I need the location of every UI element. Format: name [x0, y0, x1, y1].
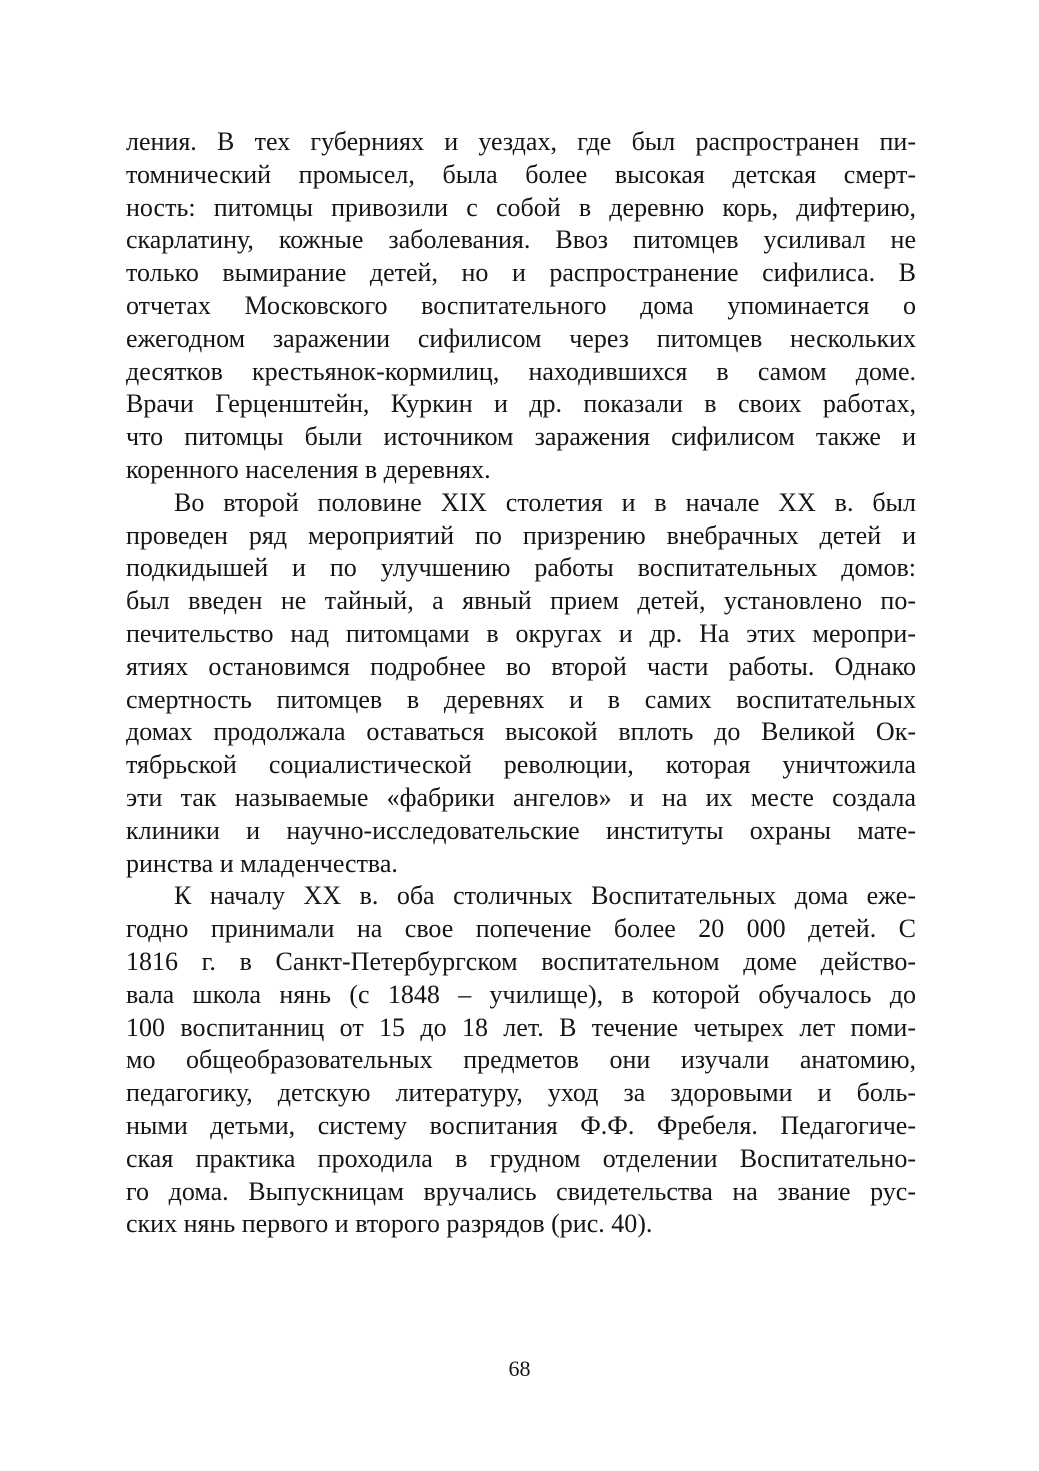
text-line: го дома. Выпускницам вручались свидетельства на звание рус- — [126, 1176, 916, 1206]
text-line: ежегодном заражении сифилисом через питомцев нескольких — [126, 323, 916, 353]
text-line: Врачи Герценштейн, Куркин и др. показали в своих работах, — [126, 389, 916, 419]
text-line: ская практика проходила в грудном отделении Воспитательно- — [126, 1143, 916, 1173]
text-line: Во второй половине XIX столетия и в начале XX в. был — [174, 487, 916, 517]
text-line: ления. В тех губерниях и уездах, где был распространен пи- — [126, 127, 916, 156]
paragraph-3 — [126, 880, 916, 1241]
text-line: коренного населения в деревнях. — [126, 454, 491, 484]
text-line: К началу XX в. оба столичных Воспитательных дома еже- — [174, 881, 916, 911]
paragraph-2 — [126, 487, 916, 881]
text-line: скарлатину, кожные заболевания. Ввоз питомцев усиливал не — [126, 225, 916, 255]
text-line: мо общеобразовательных предметов они изучали анатомию, — [126, 1045, 916, 1075]
page-body-text — [126, 126, 916, 1241]
page-number: 68 — [508, 1356, 531, 1381]
text-line: печительство над питомцами в округах и др. На этих меропри- — [126, 618, 916, 648]
text-line: 1816 г. в Санкт-Петербургском воспитательном доме действо- — [126, 946, 916, 976]
text-line: проведен ряд мероприятий по призрению внебрачных детей и — [126, 520, 916, 550]
text-line: что питомцы были источником заражения сифилисом также и — [126, 422, 916, 452]
text-line: ринства и младенчества. — [126, 848, 398, 878]
text-line: эти так называемые «фабрики ангелов» и на их месте создала — [126, 782, 916, 812]
text-line: годно принимали на свое попечение более 20 000 детей. С — [126, 914, 916, 944]
text-line: ными детьми, систему воспитания Ф.Ф. Фребеля. Педагогиче- — [126, 1110, 916, 1140]
text-line: был введен не тайный, а явный прием детей, установлено по- — [126, 586, 916, 616]
text-line: ятиях остановимся подробнее во второй части работы. Однако — [126, 651, 916, 681]
text-line: ских нянь первого и второго разрядов (рис. 40). — [126, 1209, 653, 1239]
text-line: 100 воспитанниц от 15 до 18 лет. В течение четырех лет поми- — [126, 1012, 916, 1042]
text-line: вала школа нянь (с 1848 – училище), в которой обучалось до — [126, 979, 916, 1009]
paragraph-1 — [126, 126, 916, 487]
text-line: отчетах Московского воспитательного дома упоминается о — [126, 290, 916, 320]
text-line: смертность питомцев в деревнях и в самих воспитательных — [126, 684, 916, 714]
text-line: десятков крестьянок-кормилиц, находившихся в самом доме. — [126, 356, 916, 386]
text-line: домах продолжала оставаться высокой вплоть до Великой Ок- — [126, 717, 916, 747]
text-line: ность: питомцы привозили с собой в деревню корь, дифтерию, — [126, 192, 916, 222]
text-line: подкидышей и по улучшению работы воспитательных домов: — [126, 553, 916, 583]
text-line: педагогику, детскую литературу, уход за здоровыми и боль- — [126, 1078, 916, 1108]
text-line: томнический промысел, была более высокая детская смерт- — [126, 159, 916, 189]
text-line: только вымирание детей, но и распространение сифилиса. В — [126, 258, 916, 288]
text-line: тябрьской социалистической революции, которая уничтожила — [126, 750, 916, 780]
text-line: клиники и научно-исследовательские институты охраны мате- — [126, 815, 916, 845]
